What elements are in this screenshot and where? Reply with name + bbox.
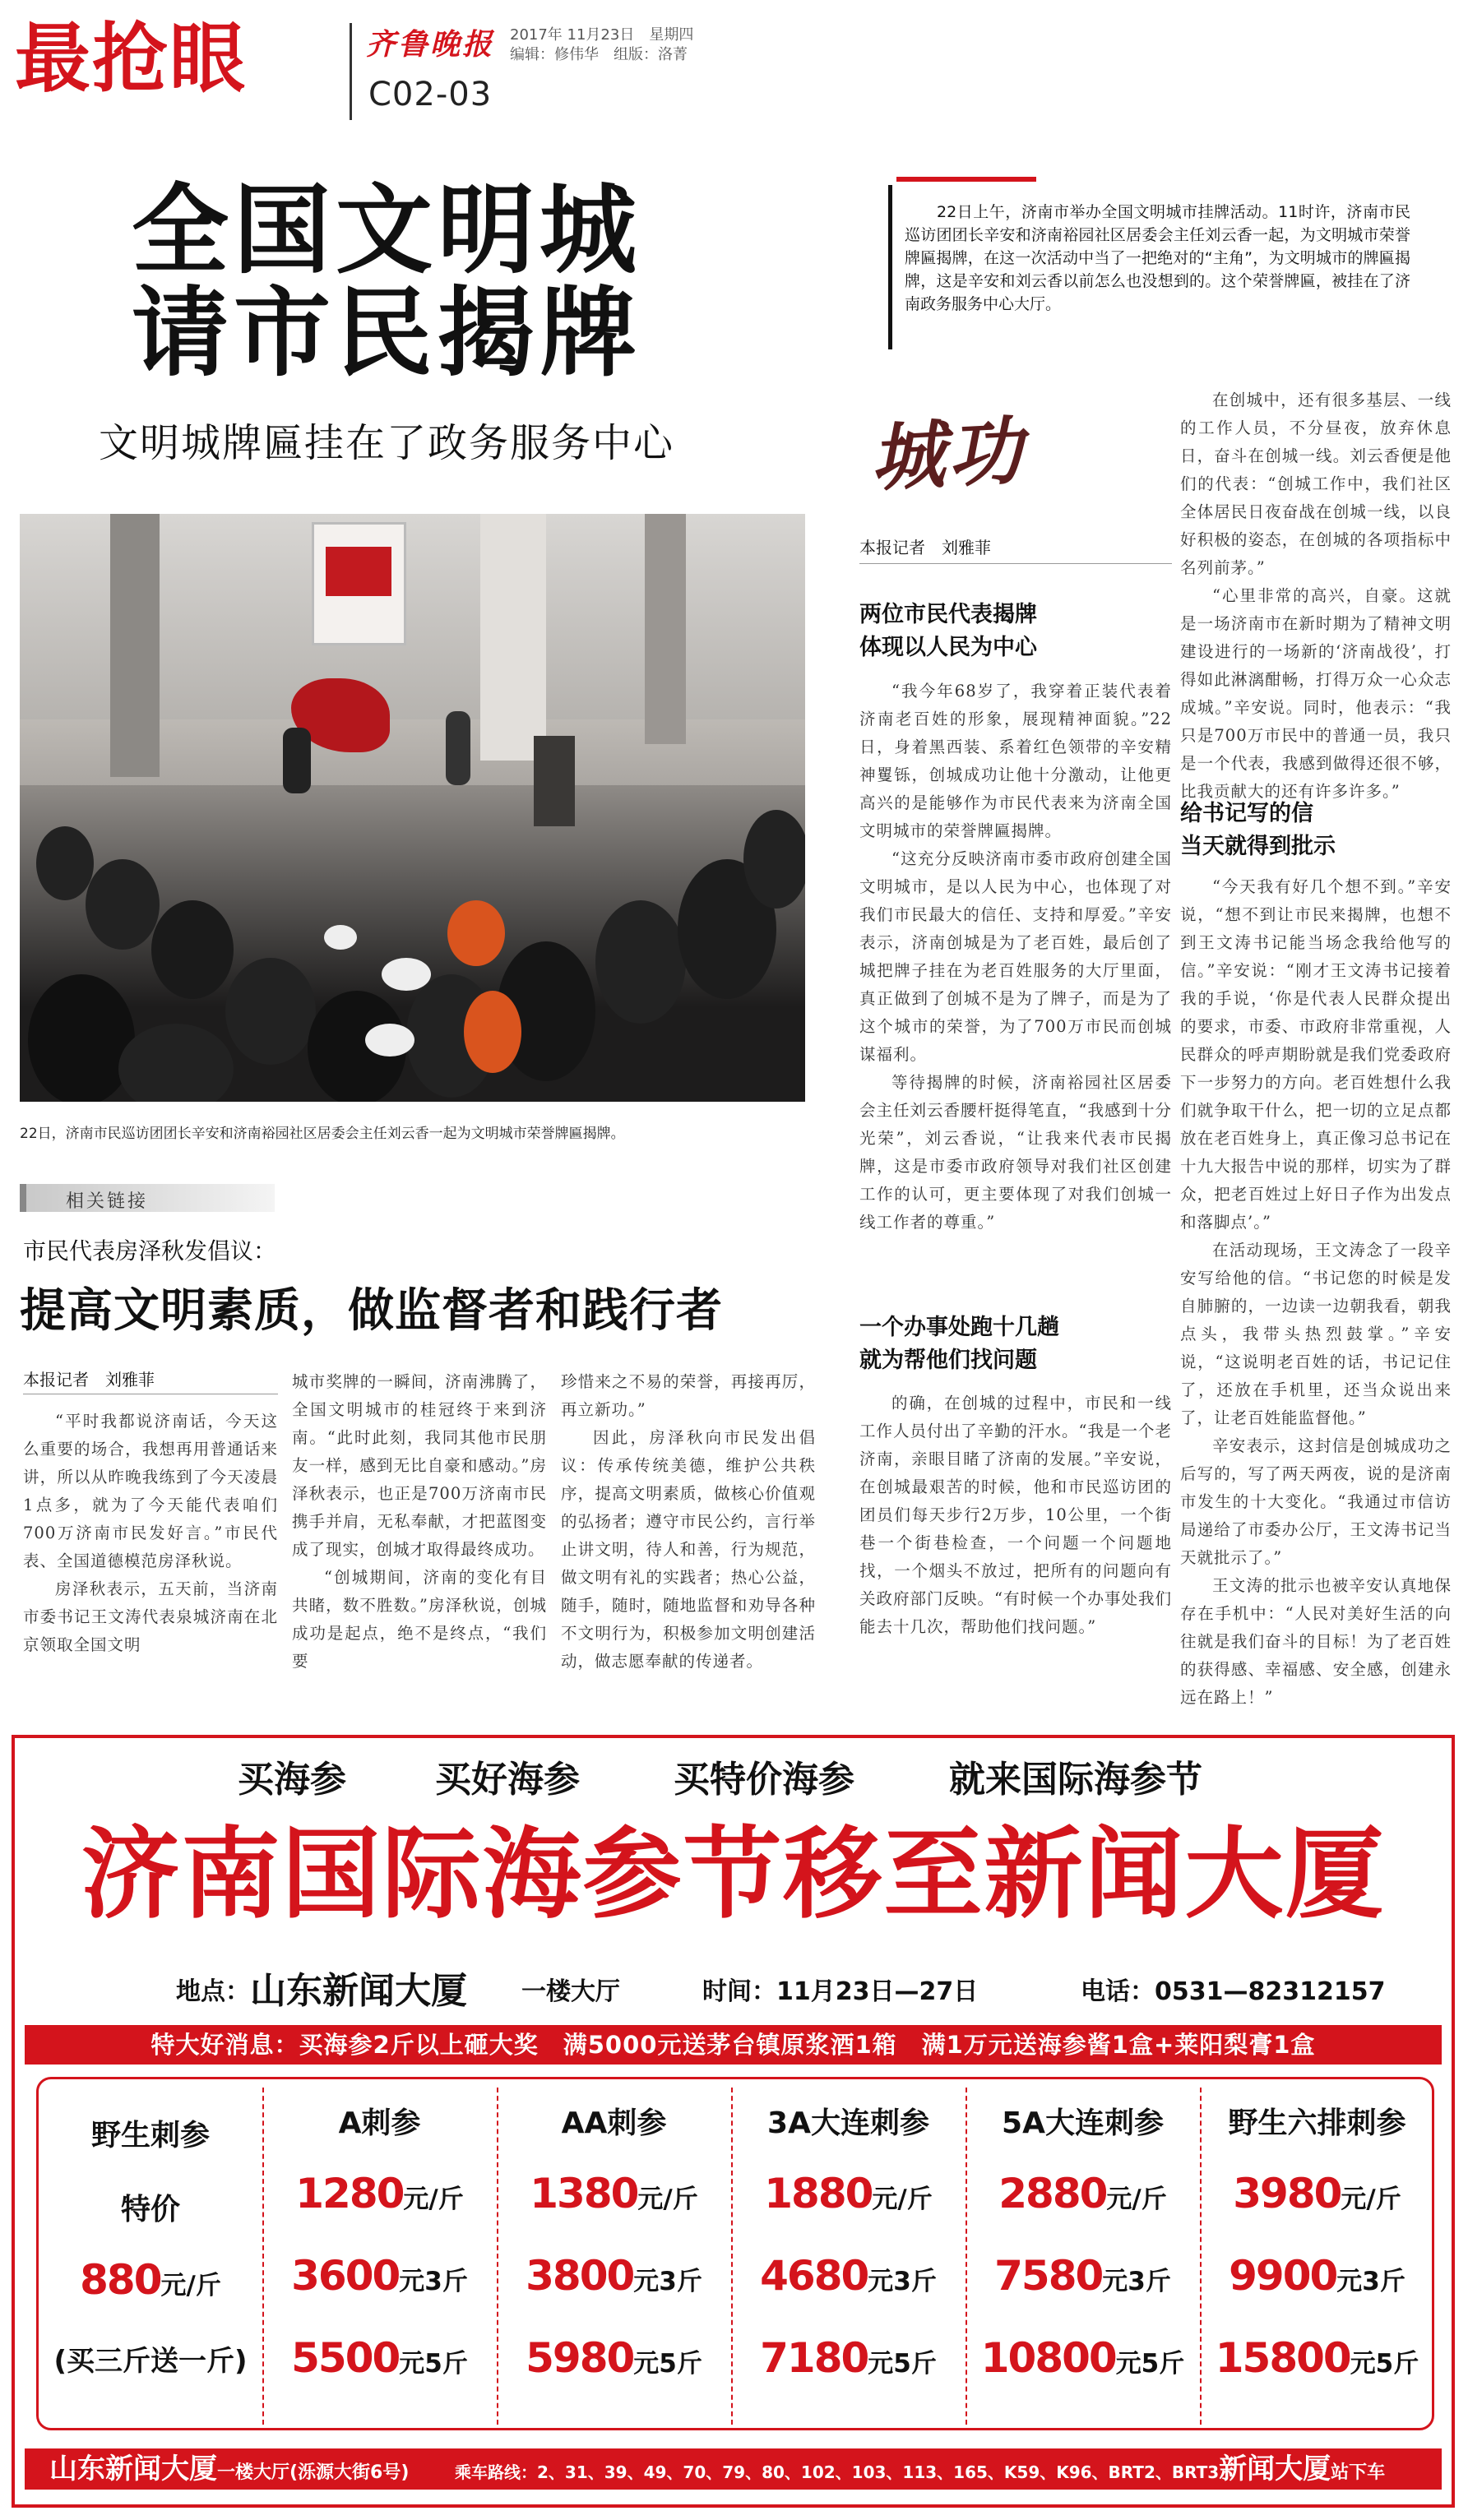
price-unit: 元/斤 [403, 2185, 464, 2214]
subhead-office-visits: 一个办事处跑十几趟 就为帮他们找问题 [859, 1315, 1059, 1373]
lead-col2-cont [859, 1389, 1172, 1641]
related-col1-para-a: “平时我都说济南话，今天这么重要的场合，我想再用普通话来讲，所以从昨晚我练到了今天凌晨1点多，就为了今天能代表咱们700万济南市民发好言。”市民代表、全国道德模范房泽秋说。 [23, 1412, 278, 1570]
price-unit: 元/斤 [872, 2185, 933, 2214]
col2-para-b: “这充分反映济南市委市政府创建全国文明城市，是以人民为中心，也体现了对我们市民最大的信任、支持和厚爱。”辛安表示，济南创城是为了老百姓，最后创了城把牌子挂在为老百姓服务的大厅里面，真正做到了创城不是为了牌子，而是为了这个城市的荣誉，为了700万市民而创城谋福利。 [859, 849, 1172, 1064]
subheadline: 文明城牌匾挂在了政务服务中心 [99, 420, 675, 466]
ad-footer [25, 2448, 1442, 2490]
price-col-a [262, 2079, 497, 2428]
lead-summary: 22日上午，济南市举办全国文明城市挂牌活动。11时许，济南市民巡访团团长辛安和济南裕园社区居委会主任刘云香一起，为文明城市荣誉牌匾揭牌，在这一次活动中当了一把绝对的“主角”，为文明城市的牌匾揭牌，这是辛安和刘云香以前怎么也没想到的。这个荣誉牌匾，被挂在了济南政务服务中心大厅。 [905, 203, 1410, 313]
masthead-divider [350, 23, 352, 120]
subhead-two-representatives: 两位市民代表揭牌 体现以人民为中心 [859, 602, 1037, 660]
price-unit: 元3斤 [399, 2267, 468, 2296]
price-value: 5980 [526, 2334, 634, 2382]
ad-location-suffix: 一楼大厅 [521, 1977, 620, 2006]
price-value: 3800 [526, 2252, 634, 2300]
price-col-aa [497, 2079, 731, 2428]
col3-para-f: 王文涛的批示也被辛安认真地保存在手机中：“人民对美好生活的向往就是我们奋斗的目标！为了老百姓的获得感、幸福感、安全感，创建永远在路上！” [1180, 1576, 1452, 1707]
price-unit: 元3斤 [633, 2267, 702, 2296]
price-unit: 元5斤 [1115, 2349, 1185, 2379]
section-stamp: 城功 [868, 407, 1028, 502]
price-unit: 元/斤 [1341, 2185, 1401, 2214]
lead-col3 [1180, 386, 1452, 806]
price-table [36, 2077, 1434, 2430]
wild-name: 野生刺参 [90, 2119, 210, 2152]
ad-slogan-4: 就来国际海参节 [949, 1759, 1202, 1801]
headline-line2: 请市民揭牌 [132, 276, 642, 390]
price-value: 5500 [291, 2334, 400, 2382]
wild-note: (买三斤送一斤) [53, 2345, 248, 2378]
headline-line1: 全国文明城 [132, 173, 642, 287]
price-value: 2880 [998, 2170, 1107, 2217]
price-value: 3600 [291, 2252, 400, 2300]
paper-name-logo: 齐鲁晚报 [366, 27, 495, 62]
price-value: 7580 [994, 2252, 1103, 2300]
related-col2 [292, 1368, 547, 1676]
ad-headline: 济南国际海参节移至新闻大厦 [81, 1816, 1386, 1932]
price-value: 3980 [1233, 2170, 1341, 2217]
product-name: 5A大连刺参 [1002, 2106, 1164, 2140]
col3-para-b: “心里非常的高兴，自豪。这就是一场济南市在新时期为了精神文明建设进行的一场新的‘济南战役’，打得如此淋漓酣畅，打得万众一心众志成城。”辛安说。同时，他表示：“我只是700万市民中的普通一员，我只是一个代表，我感到做得还很不够，比我贡献大的还有许多许多。” [1180, 586, 1452, 801]
ad-promo-text: 特大好消息：买海参2斤以上砸大奖 满5000元送茅台镇原浆酒1箱 满1万元送海参酱1盒+莱阳梨膏1盒 [151, 2031, 1316, 2059]
price-unit: 元/斤 [637, 2185, 698, 2214]
price-value: 9900 [1229, 2252, 1337, 2300]
wild-special: 特价 [120, 2193, 180, 2226]
col3-para-d: 在活动现场，王文涛念了一段辛安写给他的信。“书记您的时候是发自肺腑的，一边读一边朝我看，朝我点头，我带头热烈鼓掌。”辛安说，“这说明老百姓的话，书记记住了，还放在手机里，还当众说出来了，让老百姓能监督他。” [1180, 1241, 1452, 1427]
ad-slogan-1: 买海参 [238, 1759, 346, 1801]
related-col3 [561, 1368, 816, 1676]
product-name: 3A大连刺参 [767, 2106, 929, 2140]
ad-slogans [12, 1750, 1455, 1799]
ad-footer-stop: 新闻大厦 [1219, 2453, 1331, 2485]
related-headline: 提高文明素质，做监督者和践行者 [20, 1284, 723, 1338]
product-name: A刺参 [338, 2106, 421, 2140]
ad-footer-bus: 乘车路线：2、31、39、49、70、79、80、102、103、113、165、K59、K96、BRT2、BRT3 [455, 2462, 1220, 2482]
lead-col3-cont [1180, 873, 1452, 1712]
related-kicker: 市民代表房泽秋发倡议： [23, 1237, 277, 1265]
subhead-letter: 给书记写的信 当天就得到批示 [1180, 801, 1336, 859]
related-tab-label: 相关链接 [66, 1191, 149, 1212]
price-value: 1880 [764, 2170, 873, 2217]
wild-unit: 元/斤 [160, 2271, 221, 2300]
price-col-3a [731, 2079, 966, 2428]
price-col-5a [966, 2079, 1200, 2428]
product-name: 野生六排刺参 [1228, 2106, 1406, 2140]
related-col2-para-b: “创城期间，济南的变化有目共睹，数不胜数。”房泽秋说，创城成功是起点，绝不是终点，“我们要 [292, 1568, 547, 1671]
price-unit: 元5斤 [1350, 2349, 1419, 2379]
product-name: AA刺参 [561, 2106, 667, 2140]
related-col1 [23, 1408, 278, 1659]
price-unit: 元5斤 [399, 2349, 468, 2379]
price-unit: 元5斤 [633, 2349, 702, 2379]
price-value: 15800 [1215, 2334, 1350, 2382]
ad-info-row [12, 1961, 1455, 2010]
ad-slogan-2: 买好海参 [435, 1759, 580, 1801]
col2-para-a: “我今年68岁了，我穿着正装代表着济南老百姓的形象，展现精神面貌。”22日，身着黑西装、系着红色领带的辛安精神矍铄，创城成功让他十分激动，让他更高兴的是能够作为市民代表来为济南全国文明城市的荣誉牌匾揭牌。 [859, 682, 1172, 840]
photo-caption: 22日，济南市民巡访团团长辛安和济南裕园社区居委会主任刘云香一起为文明城市荣誉牌匾揭牌。 [20, 1126, 625, 1142]
related-col1-para-b: 房泽秋表示，五天前，当济南市委书记王文涛代表泉城济南在北京领取全国文明 [23, 1579, 278, 1654]
col3-para-a: 在创城中，还有很多基层、一线的工作人员，不分昼夜，放弃休息日，奋斗在创城一线。刘云香便是他们的代表：“创城工作中，我们社区全体居民日夜奋战在创城一线，以良好积极的姿态，在创城的各项指标中名列前茅。” [1180, 391, 1452, 577]
related-byline: 本报记者 刘雅菲 [23, 1370, 155, 1389]
ad-phone: 电话：0531—82312157 [1081, 1977, 1386, 2006]
page-editors: 编辑：修伟华 组版：洛菁 [510, 46, 688, 63]
page-code: C02-03 [368, 76, 493, 113]
ad-slogan-3: 买特价海参 [674, 1759, 854, 1801]
price-value: 4680 [760, 2252, 868, 2300]
price-unit: 元3斤 [868, 2267, 937, 2296]
col2-para-d: 的确，在创城的过程中，市民和一线工作人员付出了辛勤的汗水。“我是一个老济南，亲眼目睹了济南的发展。”辛安说，在创城最艰苦的时候，他和市民巡访团的团员们每天步行2万步，10公里，一个街巷一个街巷检查，一个问题一个问题地找，一个烟头不放过，把所有的问题向有关政府部门反映。“有时候一个办事处我们能去十几次，帮助他们找问题。” [859, 1394, 1172, 1636]
price-value: 7180 [760, 2334, 868, 2382]
summary-box-bar [896, 177, 1036, 182]
related-col2-para-a: 城市奖牌的一瞬间，济南沸腾了，全国文明城市的桂冠终于来到济南。“此时此刻，我同其他市民朋友一样，感到无比自豪和感动。”房泽秋表示，也正是700万济南市民携手并肩，无私奉献，才把蓝图变成了现实，创城才取得最终成功。 [292, 1372, 547, 1559]
event-photo [20, 514, 805, 1102]
price-value: 1380 [530, 2170, 638, 2217]
col3-para-c: “今天我有好几个想不到。”辛安说，“想不到让市民来揭牌，也想不到王文涛书记能当场念我给他写的信。”辛安说：“刚才王文涛书记接着我的手说，‘你是代表人民群众提出的要求，市委、市政府非常重视，人民群众的呼声期盼就是我们党委政府下一步努力的方向。老百姓想什么我们就争取干什么，把一切的立足点都放在老百姓身上，真正像习总书记在十九大报告中说的那样，切实为了群众，把老百姓过上好日子作为出发点和落脚点’。” [1180, 877, 1452, 1232]
ad-promo-banner [25, 2025, 1442, 2065]
issue-date: 2017年 11月23日 星期四 [510, 26, 694, 44]
ad-location: 山东新闻大厦 [250, 1970, 467, 2012]
ad-time: 时间：11月23日—27日 [702, 1977, 979, 2006]
col2-para-c: 等待揭牌的时候，济南裕园社区居委会主任刘云香腰杆挺得笔直，“我感到十分光荣”，刘云香说，“让我来代表市民揭牌，这是市委市政府领导对我们社区创建工作的认可，更主要体现了对我们创城一线工作者的尊重。” [859, 1073, 1172, 1232]
byline-rule [859, 563, 1172, 564]
lead-byline: 本报记者 刘雅菲 [859, 538, 991, 557]
price-col-wild [39, 2079, 262, 2428]
price-col-six-row [1200, 2079, 1434, 2428]
ad-footer-stop-suffix: 站下车 [1331, 2462, 1386, 2483]
related-col3-para-a: 珍惜来之不易的荣誉，再接再厉，再立新功。” [561, 1372, 816, 1419]
price-unit: 元5斤 [868, 2349, 937, 2379]
ad-footer-place-suffix: 一楼大厅(泺源大街6号) [217, 2462, 410, 2483]
wild-price: 880 [80, 2256, 161, 2304]
price-value: 10800 [980, 2334, 1116, 2382]
price-unit: 元3斤 [1102, 2267, 1171, 2296]
price-unit: 元/斤 [1106, 2185, 1167, 2214]
price-unit: 元3斤 [1336, 2267, 1405, 2296]
lead-col2 [859, 677, 1172, 1237]
col3-para-e: 辛安表示，这封信是创城成功之后写的，写了两天两夜，说的是济南市发生的十大变化。“我通过市信访局递给了市委办公厅，王文涛书记当天就批示了。” [1180, 1436, 1452, 1567]
ad-footer-place: 山东新闻大厦 [49, 2453, 217, 2485]
section-title: 最抢眼 [15, 15, 248, 103]
ad-location-label: 地点： [176, 1977, 250, 2006]
price-value: 1280 [295, 2170, 404, 2217]
related-col3-para-b: 因此，房泽秋向市民发出倡议：传承传统美德，维护公共秩序，提高文明素质，做核心价值观的弘扬者；遵守市民公约，言行举止讲文明，待人和善，行为规范，做文明有礼的实践者；热心公益，随手，随时，随地监督和劝导各种不文明行为，积极参加文明创建活动，做志愿奉献的传递者。 [561, 1428, 816, 1671]
